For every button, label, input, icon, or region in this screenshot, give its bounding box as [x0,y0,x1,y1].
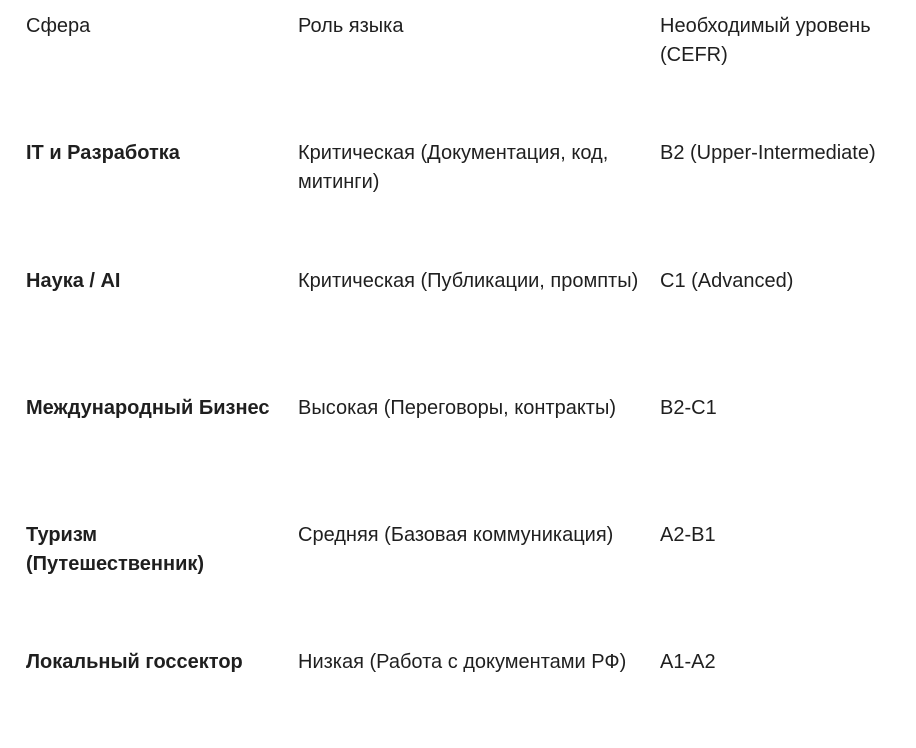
role-cell: Высокая (Переговоры, контракты) [298,397,616,419]
sphere-cell: Международный Бизнес [26,397,270,419]
sphere-cell: Наука / AI [26,270,121,292]
table-row [0,394,916,494]
role-cell: Критическая (Публикации, промпты) [298,270,639,292]
role-cell: Средняя (Базовая коммуникация) [298,524,614,546]
sphere-cell: IT и Разработка [26,142,180,164]
table-row [0,267,916,367]
level-cell: A1-A2 [660,651,716,673]
sphere-cell: Локальный госсектор [26,651,243,673]
table-header-row [0,12,916,112]
table-row [0,648,916,748]
level-cell: B2 (Upper-Intermediate) [660,142,876,164]
role-cell: Критическая (Документация, код, митинги) [298,142,609,193]
header-sphere: Сфера [26,15,91,37]
table-row [0,139,916,239]
sphere-cell: Туризм (Путешественник) [26,524,205,575]
header-required-level: Необходимый уровень (CEFR) [660,15,871,66]
level-cell: C1 (Advanced) [660,270,794,292]
level-cell: B2-C1 [660,397,717,419]
level-cell: A2-B1 [660,524,716,546]
table-row [0,521,916,621]
header-language-role: Роль языка [298,15,404,37]
role-cell: Низкая (Работа с документами РФ) [298,651,627,673]
